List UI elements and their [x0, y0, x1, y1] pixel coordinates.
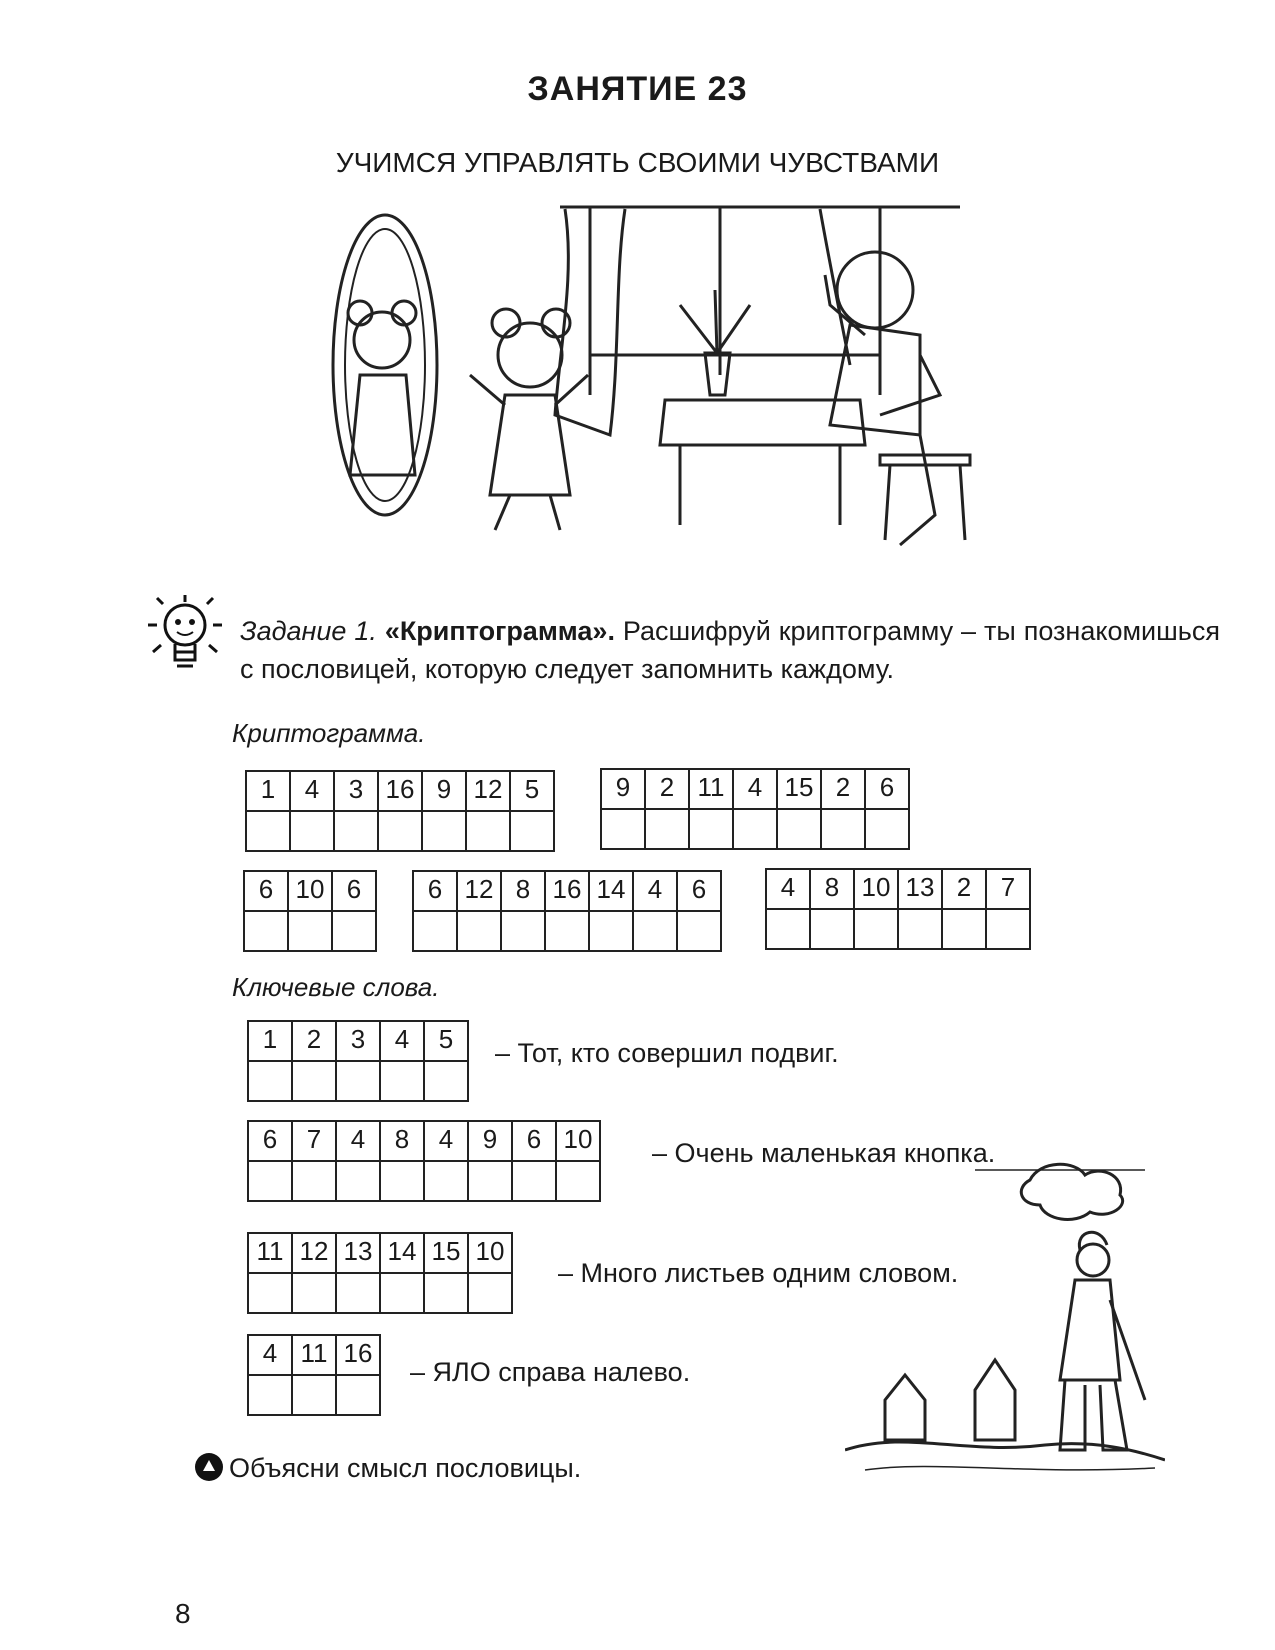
- question-line: [195, 1453, 581, 1484]
- answer-cell[interactable]: [810, 909, 854, 949]
- number-row: [601, 769, 909, 809]
- lightbulb-icon: [145, 590, 225, 680]
- number-cell: 1: [246, 771, 290, 811]
- number-cell: 6: [865, 769, 909, 809]
- answer-cell[interactable]: [821, 809, 865, 849]
- answer-cell[interactable]: [677, 911, 721, 951]
- number-cell: 11: [292, 1335, 336, 1375]
- answer-cell[interactable]: [556, 1161, 600, 1201]
- question-text: Объясни смысл пословицы.: [229, 1453, 582, 1483]
- number-cell: 13: [898, 869, 942, 909]
- answer-cell[interactable]: [633, 911, 677, 951]
- number-cell: 4: [336, 1121, 380, 1161]
- task-label: Задание 1.: [240, 616, 377, 646]
- number-cell: 15: [777, 769, 821, 809]
- answer-cell[interactable]: [510, 811, 554, 851]
- number-cell: 7: [986, 869, 1030, 909]
- answer-cell[interactable]: [248, 1161, 292, 1201]
- task-name: «Криптограмма».: [384, 616, 615, 646]
- cryptogram-heading: Криптограмма.: [232, 718, 426, 748]
- answer-cell[interactable]: [545, 911, 589, 951]
- number-cell: 8: [380, 1121, 424, 1161]
- number-cell: 10: [556, 1121, 600, 1161]
- number-cell: 12: [292, 1233, 336, 1273]
- number-row: [413, 871, 721, 911]
- task-description: Расшифруй криптограмму – ты познакомишься с пословицей, которую следует запомнить каждому.: [240, 616, 1220, 684]
- number-cell: 5: [424, 1021, 468, 1061]
- number-cell: 15: [424, 1233, 468, 1273]
- answer-cell[interactable]: [589, 911, 633, 951]
- answer-cell[interactable]: [854, 909, 898, 949]
- illustration-children-mirror: [320, 195, 1000, 555]
- answer-cell[interactable]: [336, 1273, 380, 1313]
- number-cell: 12: [466, 771, 510, 811]
- answer-cell[interactable]: [380, 1161, 424, 1201]
- number-cell: 12: [457, 871, 501, 911]
- number-row: [248, 1021, 468, 1061]
- answer-cell[interactable]: [290, 811, 334, 851]
- number-cell: 11: [689, 769, 733, 809]
- number-cell: 1: [248, 1021, 292, 1061]
- number-row: [244, 871, 376, 911]
- number-cell: 16: [378, 771, 422, 811]
- answer-cell[interactable]: [334, 811, 378, 851]
- cryptogram-word-4: [412, 870, 722, 952]
- answer-cell[interactable]: [501, 911, 545, 951]
- number-cell: 14: [380, 1233, 424, 1273]
- number-cell: 3: [334, 771, 378, 811]
- answer-cell[interactable]: [244, 911, 288, 951]
- number-cell: 2: [942, 869, 986, 909]
- answer-cell[interactable]: [248, 1375, 292, 1415]
- answer-cell[interactable]: [292, 1161, 336, 1201]
- answer-cell[interactable]: [865, 809, 909, 849]
- answer-cell[interactable]: [645, 809, 689, 849]
- answer-cell[interactable]: [292, 1061, 336, 1101]
- number-cell: 4: [248, 1335, 292, 1375]
- answer-cell[interactable]: [380, 1273, 424, 1313]
- answer-cell[interactable]: [292, 1273, 336, 1313]
- keyword-grid-1: [247, 1020, 469, 1102]
- number-cell: 8: [501, 871, 545, 911]
- attention-icon: [195, 1453, 223, 1481]
- number-cell: 2: [645, 769, 689, 809]
- number-cell: 3: [336, 1021, 380, 1061]
- answer-cell[interactable]: [332, 911, 376, 951]
- number-cell: 5: [510, 771, 554, 811]
- page-subtitle: УЧИМСЯ УПРАВЛЯТЬ СВОИМИ ЧУВСТВАМИ: [335, 147, 940, 178]
- number-cell: 13: [336, 1233, 380, 1273]
- number-row: [248, 1233, 512, 1273]
- keyword-clue-3: – Много листьев одним словом.: [558, 1258, 959, 1288]
- answer-cell[interactable]: [424, 1273, 468, 1313]
- page-number: 8: [175, 1598, 191, 1629]
- number-row: [766, 869, 1030, 909]
- keyword-clue-4: – ЯЛО справа налево.: [410, 1357, 691, 1387]
- number-cell: 6: [332, 871, 376, 911]
- answer-row: [766, 909, 1030, 949]
- answer-cell[interactable]: [466, 811, 510, 851]
- cryptogram-word-5: [765, 868, 1031, 950]
- cryptogram-word-3: [243, 870, 377, 952]
- keyword-grid-2: [247, 1120, 601, 1202]
- number-cell: 9: [601, 769, 645, 809]
- number-cell: 2: [821, 769, 865, 809]
- answer-cell[interactable]: [689, 809, 733, 849]
- answer-row: [248, 1273, 512, 1313]
- number-cell: 4: [766, 869, 810, 909]
- answer-cell[interactable]: [733, 809, 777, 849]
- number-cell: 9: [422, 771, 466, 811]
- number-cell: 8: [810, 869, 854, 909]
- keyword-grid-4: [247, 1334, 381, 1416]
- number-cell: 2: [292, 1021, 336, 1061]
- answer-cell[interactable]: [336, 1161, 380, 1201]
- answer-cell[interactable]: [422, 811, 466, 851]
- answer-row: [248, 1061, 468, 1101]
- number-cell: 6: [248, 1121, 292, 1161]
- number-cell: 7: [292, 1121, 336, 1161]
- number-cell: 9: [468, 1121, 512, 1161]
- answer-cell[interactable]: [380, 1061, 424, 1101]
- answer-cell[interactable]: [336, 1061, 380, 1101]
- number-cell: 4: [380, 1021, 424, 1061]
- answer-row: [248, 1375, 380, 1415]
- number-cell: 4: [424, 1121, 468, 1161]
- number-row: [248, 1335, 380, 1375]
- number-cell: 4: [733, 769, 777, 809]
- answer-cell[interactable]: [457, 911, 501, 951]
- answer-cell[interactable]: [288, 911, 332, 951]
- number-cell: 6: [512, 1121, 556, 1161]
- number-cell: 10: [288, 871, 332, 911]
- number-row: [248, 1121, 600, 1161]
- keyword-clue-1: – Тот, кто совершил подвиг.: [495, 1038, 839, 1068]
- keyword-clue-2: – Очень маленькая кнопка.: [652, 1138, 996, 1168]
- cryptogram-word-2: [600, 768, 910, 850]
- answer-cell[interactable]: [512, 1161, 556, 1201]
- number-cell: 6: [413, 871, 457, 911]
- answer-cell[interactable]: [246, 811, 290, 851]
- answer-cell[interactable]: [468, 1161, 512, 1201]
- number-cell: 16: [336, 1335, 380, 1375]
- answer-cell[interactable]: [766, 909, 810, 949]
- illustration-knight: [845, 1150, 1165, 1480]
- number-cell: 10: [468, 1233, 512, 1273]
- number-cell: 10: [854, 869, 898, 909]
- number-row: [246, 771, 554, 811]
- number-cell: 11: [248, 1233, 292, 1273]
- answer-cell[interactable]: [777, 809, 821, 849]
- answer-cell[interactable]: [942, 909, 986, 949]
- number-cell: 4: [290, 771, 334, 811]
- number-cell: 6: [244, 871, 288, 911]
- answer-cell[interactable]: [898, 909, 942, 949]
- answer-row: [244, 911, 376, 951]
- answer-cell[interactable]: [424, 1161, 468, 1201]
- answer-cell[interactable]: [986, 909, 1030, 949]
- answer-cell[interactable]: [468, 1273, 512, 1313]
- number-cell: 4: [633, 871, 677, 911]
- keyword-grid-3: [247, 1232, 513, 1314]
- answer-row: [601, 809, 909, 849]
- answer-row: [246, 811, 554, 851]
- cryptogram-word-1: [245, 770, 555, 852]
- number-cell: 14: [589, 871, 633, 911]
- answer-row: [413, 911, 721, 951]
- answer-cell[interactable]: [378, 811, 422, 851]
- answer-cell[interactable]: [336, 1375, 380, 1415]
- page-title: ЗАНЯТИЕ 23: [527, 70, 748, 108]
- number-cell: 16: [545, 871, 589, 911]
- task-text: [240, 612, 1220, 688]
- answer-cell[interactable]: [248, 1061, 292, 1101]
- answer-cell[interactable]: [413, 911, 457, 951]
- number-cell: 6: [677, 871, 721, 911]
- answer-cell[interactable]: [248, 1273, 292, 1313]
- answer-cell[interactable]: [292, 1375, 336, 1415]
- answer-row: [248, 1161, 600, 1201]
- answer-cell[interactable]: [424, 1061, 468, 1101]
- answer-cell[interactable]: [601, 809, 645, 849]
- keywords-heading: Ключевые слова.: [232, 972, 440, 1002]
